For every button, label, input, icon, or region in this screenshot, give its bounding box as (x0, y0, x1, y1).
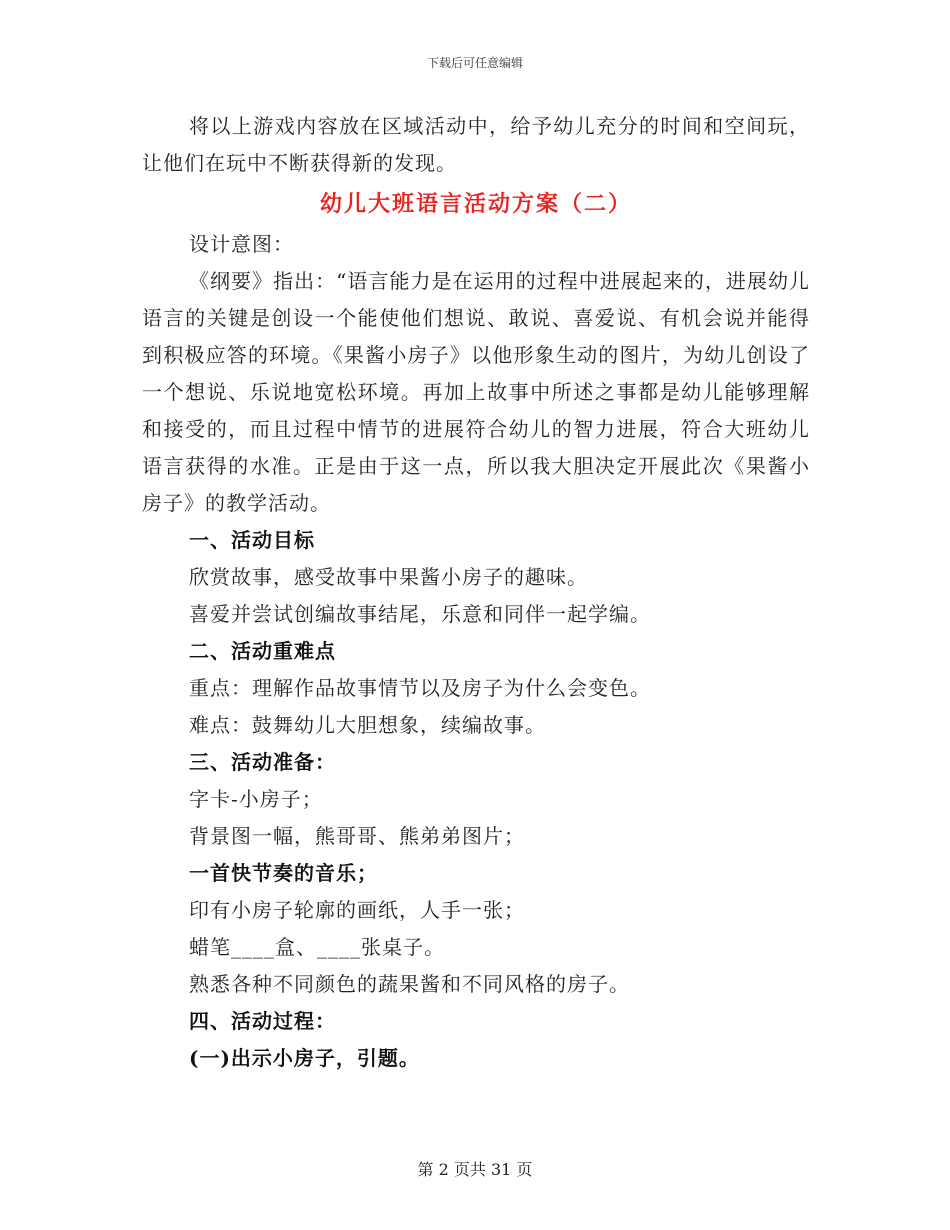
intro-paragraph: 将以上游戏内容放在区域活动中，给予幼儿充分的时间和空间玩，让他们在玩中不断获得新的发现。 (142, 114, 810, 175)
prep-item-5: 蜡笔____盒、____张桌子。 (189, 935, 445, 959)
difficult-point: 难点：鼓舞幼儿大胆想象，续编故事。 (189, 713, 546, 737)
process-step-1: (一)出示小房子，引题。 (189, 1046, 420, 1070)
prep-item-4: 印有小房子轮廓的画纸，人手一张； (189, 898, 525, 922)
section-goals-heading: 一、活动目标 (189, 528, 315, 552)
prep-item-3: 一首快节奏的音乐； (189, 861, 378, 885)
header-note: 下载后可任意编辑 (426, 56, 523, 70)
prep-item-6: 熟悉各种不同颜色的蔬果酱和不同风格的房子。 (189, 972, 630, 996)
prep-item-2: 背景图一幅，熊哥哥、熊弟弟图片； (189, 824, 525, 848)
design-label: 设计意图： (189, 232, 294, 256)
section-process-heading: 四、活动过程： (189, 1009, 336, 1033)
design-paragraph: 《纲要》指出：“语言能力是在运用的过程中进展起来的，进展幼儿语言的关键是创设一个能使他们想说、敢说、喜爱说、有机会说并能得到积极应答的环境。《果酱小房子》以他形象生动的图片，为幼儿创设了一个想说、乐说地宽松环境。再加上故事中所述之事都是幼儿能够理解和接受的，而且过程中情节的进展符合幼儿的智力进展，符合大班幼儿语言获得的水准。正是由于这一点，所以我大胆决定开展此次《果酱小房子》的教学活动。 (142, 269, 810, 515)
section-key-heading: 二、活动重难点 (189, 639, 336, 663)
prep-item-1: 字卡-小房子； (189, 787, 323, 811)
document-body (142, 108, 810, 1077)
document-title: 幼儿大班语言活动方案（二） (319, 191, 632, 217)
page-footer: 第 2 页共 31 页 (417, 1160, 533, 1179)
goal-item-1: 欣赏故事，感受故事中果酱小房子的趣味。 (189, 565, 588, 589)
key-point: 重点：理解作品故事情节以及房子为什么会变色。 (189, 676, 651, 700)
goal-item-2: 喜爱并尝试创编故事结尾，乐意和同伴一起学编。 (189, 602, 651, 626)
section-prep-heading: 三、活动准备： (189, 750, 336, 774)
